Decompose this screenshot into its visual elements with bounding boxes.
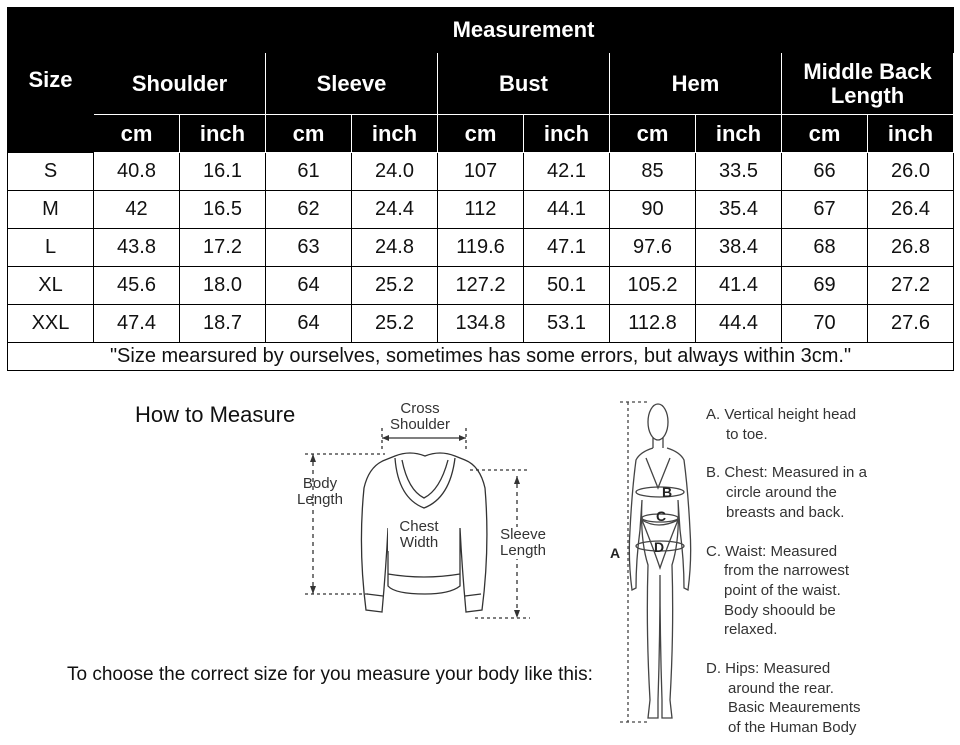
table-cell: 16.1: [180, 153, 266, 191]
group-header-bust: Bust: [438, 53, 610, 115]
table-cell: 97.6: [610, 229, 696, 267]
table-cell: 70: [782, 305, 868, 343]
table-cell: 69: [782, 267, 868, 305]
table-cell: 18.0: [180, 267, 266, 305]
legend-item: B. Chest: Measured in a circle around the breasts and back.: [706, 464, 867, 521]
table-cell: 40.8: [94, 153, 180, 191]
marker-d: D: [654, 539, 665, 555]
unit-header: cm: [266, 115, 352, 153]
group-header-hem: Hem: [610, 53, 782, 115]
table-cell: 24.8: [352, 229, 438, 267]
table-cell: 66: [782, 153, 868, 191]
table-row: [8, 229, 954, 267]
table-cell: 18.7: [180, 305, 266, 343]
table-cell: 42: [94, 191, 180, 229]
chest-width-label: Chest Width: [388, 519, 450, 551]
legend-item: D. Hips: Measured around the rear. Basic Meaurements of the Human Body: [706, 660, 861, 737]
table-cell: 105.2: [610, 267, 696, 305]
legend-item: A. Vertical height head to toe.: [706, 406, 857, 443]
table-cell: 63: [266, 229, 352, 267]
table-cell: 43.8: [94, 229, 180, 267]
table-cell: 47.1: [524, 229, 610, 267]
table-cell: 26.0: [868, 153, 954, 191]
group-header-shoulder: Shoulder: [94, 53, 266, 115]
unit-header: cm: [610, 115, 696, 153]
table-cell: 38.4: [696, 229, 782, 267]
measurement-header: Measurement: [94, 8, 954, 53]
group-header-sleeve: Sleeve: [266, 53, 438, 115]
unit-header: cm: [94, 115, 180, 153]
table-cell: 35.4: [696, 191, 782, 229]
table-cell: 68: [782, 229, 868, 267]
table-cell: 64: [266, 305, 352, 343]
marker-a: A: [610, 545, 621, 561]
unit-header: inch: [696, 115, 782, 153]
how-to-measure-title: How to Measure: [135, 402, 296, 427]
table-cell: 27.6: [868, 305, 954, 343]
size-chart-table: [7, 7, 954, 371]
size-cell: XXL: [8, 305, 94, 343]
table-cell: 27.2: [868, 267, 954, 305]
body-length-label: Body Length: [297, 475, 343, 508]
table-cell: 64: [266, 267, 352, 305]
table-cell: 44.1: [524, 191, 610, 229]
table-cell: 112: [438, 191, 524, 229]
choose-size-instruction: To choose the correct size for you measure your body like this:: [67, 664, 593, 685]
table-row: [8, 267, 954, 305]
legend-item: C. Waist: Measured from the narrowest point of the waist. Body shoould be relaxed.: [706, 542, 850, 639]
table-cell: 26.4: [868, 191, 954, 229]
unit-header: inch: [180, 115, 266, 153]
group-header-middle-back-length: Middle Back Length: [782, 53, 954, 115]
table-cell: 24.0: [352, 153, 438, 191]
table-note: "Size mearsured by ourselves, sometimes has some errors, but always within 3cm.": [8, 343, 954, 371]
unit-header: inch: [352, 115, 438, 153]
table-cell: 67: [782, 191, 868, 229]
table-cell: 41.4: [696, 267, 782, 305]
size-cell: XL: [8, 267, 94, 305]
table-cell: 26.8: [868, 229, 954, 267]
table-cell: 24.4: [352, 191, 438, 229]
table-cell: 25.2: [352, 267, 438, 305]
measurement-legend: [706, 405, 956, 738]
unit-header: cm: [438, 115, 524, 153]
size-cell: S: [8, 153, 94, 191]
table-cell: 53.1: [524, 305, 610, 343]
marker-b: B: [662, 484, 673, 500]
table-cell: 61: [266, 153, 352, 191]
table-cell: 45.6: [94, 267, 180, 305]
size-cell: M: [8, 191, 94, 229]
table-cell: 90: [610, 191, 696, 229]
table-cell: 85: [610, 153, 696, 191]
size-cell: L: [8, 229, 94, 267]
table-cell: 50.1: [524, 267, 610, 305]
table-cell: 127.2: [438, 267, 524, 305]
table-cell: 134.8: [438, 305, 524, 343]
table-cell: 16.5: [180, 191, 266, 229]
unit-header: inch: [524, 115, 610, 153]
unit-header: cm: [782, 115, 868, 153]
body-figure: [610, 400, 710, 730]
table-cell: 25.2: [352, 305, 438, 343]
cross-shoulder-label: Cross Shoulder: [389, 400, 451, 433]
table-cell: 112.8: [610, 305, 696, 343]
sleeve-length-label: Sleeve Length: [488, 527, 558, 559]
table-row: [8, 191, 954, 229]
table-cell: 47.4: [94, 305, 180, 343]
unit-header: inch: [868, 115, 954, 153]
table-cell: 107: [438, 153, 524, 191]
table-row: [8, 153, 954, 191]
table-row: [8, 305, 954, 343]
table-cell: 119.6: [438, 229, 524, 267]
table-cell: 62: [266, 191, 352, 229]
table-cell: 42.1: [524, 153, 610, 191]
table-cell: 33.5: [696, 153, 782, 191]
table-cell: 17.2: [180, 229, 266, 267]
marker-c: C: [656, 508, 667, 524]
size-header: Size: [8, 8, 94, 153]
table-cell: 44.4: [696, 305, 782, 343]
